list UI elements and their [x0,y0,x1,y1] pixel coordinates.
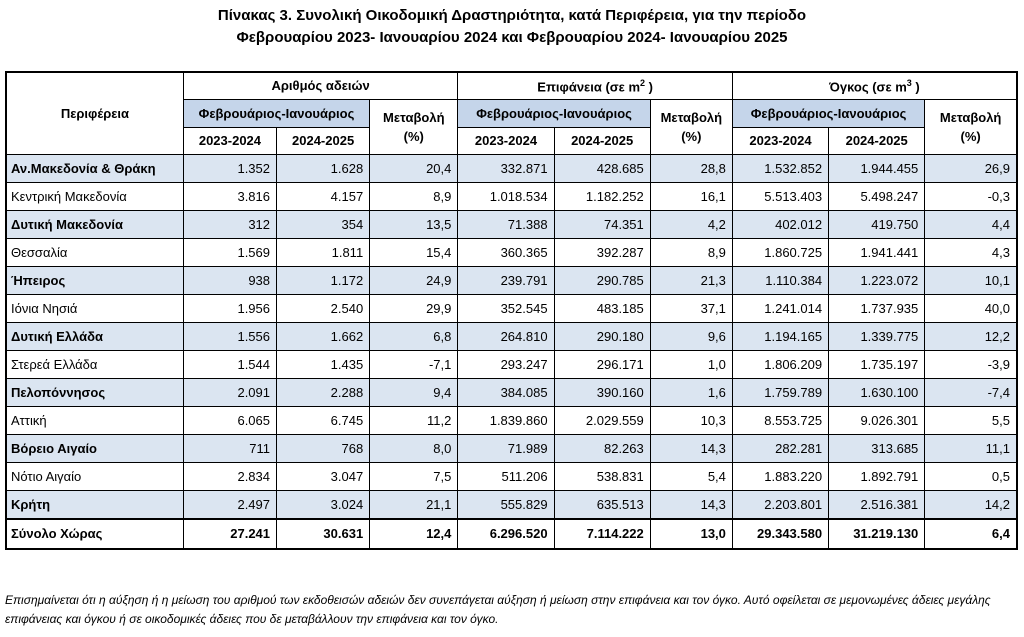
table-row [6,434,1017,462]
volume-group-close: ) [911,78,920,94]
permits-change-cell: -7,1 [370,350,458,378]
volume-change-cell: -3,9 [925,350,1017,378]
surface-change-cell: 14,3 [650,434,732,462]
permits-2024-cell: 3.024 [277,490,370,519]
total-surface-2023-cell: 6.296.520 [458,519,554,549]
volume-2023-cell: 1.860.725 [732,238,828,266]
volume-2024-cell: 2.516.381 [829,490,925,519]
volume-2023-cell: 5.513.403 [732,182,828,210]
permits-change-cell: 11,2 [370,406,458,434]
surface-2023-cell: 555.829 [458,490,554,519]
volume-2023-cell: 1.110.384 [732,266,828,294]
region-cell: Θεσσαλία [6,238,183,266]
permits-2023-cell: 1.544 [183,350,276,378]
surface-2023-cell: 332.871 [458,154,554,182]
surface-2023-cell: 239.791 [458,266,554,294]
surface-change-cell: 8,9 [650,238,732,266]
surface-2023-cell: 293.247 [458,350,554,378]
total-volume-2024-cell: 31.219.130 [829,519,925,549]
volume-2024-cell: 1.630.100 [829,378,925,406]
permits-2024-cell: 354 [277,210,370,238]
region-cell: Στερεά Ελλάδα [6,350,183,378]
volume-change-cell: 4,3 [925,238,1017,266]
permits-2023-cell: 6.065 [183,406,276,434]
volume-change-cell: 5,5 [925,406,1017,434]
volume-2023-cell: 8.553.725 [732,406,828,434]
table-row [6,154,1017,182]
volume-2023-cell: 2.203.801 [732,490,828,519]
permits-change-cell: 13,5 [370,210,458,238]
permits-change-label: Μεταβολή [383,109,445,125]
permits-change-cell: 7,5 [370,462,458,490]
surface-2024-cell: 290.785 [554,266,650,294]
table-row [6,490,1017,519]
table-row [6,378,1017,406]
region-cell: Δυτική Μακεδονία [6,210,183,238]
surface-2024-cell: 296.171 [554,350,650,378]
volume-change-header [925,99,1017,154]
surface-change-cell: 5,4 [650,462,732,490]
region-cell: Αν.Μακεδονία & Θράκη [6,154,183,182]
surface-2023-cell: 71.388 [458,210,554,238]
permits-2023-cell: 938 [183,266,276,294]
volume-change-unit: (%) [960,128,981,144]
surface-change-cell: 14,3 [650,490,732,519]
volume-2024-cell: 313.685 [829,434,925,462]
table-row [6,182,1017,210]
table-row [6,266,1017,294]
volume-change-cell: 0,5 [925,462,1017,490]
surface-2024-cell: 74.351 [554,210,650,238]
surface-change-cell: 28,8 [650,154,732,182]
table-row [6,322,1017,350]
volume-2024-cell: 1.735.197 [829,350,925,378]
volume-2023-cell: 1.532.852 [732,154,828,182]
permits-2024-cell: 1.628 [277,154,370,182]
total-volume-change-cell: 6,4 [925,519,1017,549]
permits-change-cell: 15,4 [370,238,458,266]
table-row [6,238,1017,266]
surface-2024-cell: 290.180 [554,322,650,350]
surface-2023-cell: 1.839.860 [458,406,554,434]
surface-2023-cell: 264.810 [458,322,554,350]
permits-change-cell: 6,8 [370,322,458,350]
permits-change-cell: 8,9 [370,182,458,210]
permits-2023-cell: 2.091 [183,378,276,406]
volume-2023-cell: 1.759.789 [732,378,828,406]
surface-2024-cell: 428.685 [554,154,650,182]
permits-change-cell: 29,9 [370,294,458,322]
permits-change-unit: (%) [403,128,424,144]
permits-change-cell: 24,9 [370,266,458,294]
volume-group-header [732,72,1017,99]
surface-unit-superscript: 2 [640,77,646,88]
permits-2024-cell: 1.662 [277,322,370,350]
table-title-line-2: Φεβρουαρίου 2023- Ιανουαρίου 2024 και Φεβρουαρίου 2024- Ιανουαρίου 2025 [236,29,788,46]
surface-change-cell: 21,3 [650,266,732,294]
permits-period-header: Φεβρουάριος-Ιανουάριος [183,99,369,127]
permits-group-header [183,72,458,99]
volume-2024-cell: 1.944.455 [829,154,925,182]
permits-2024-cell: 1.811 [277,238,370,266]
permits-change-cell: 8,0 [370,434,458,462]
surface-2024-cell: 1.182.252 [554,182,650,210]
surface-2024-cell: 2.029.559 [554,406,650,434]
surface-2023-cell: 511.206 [458,462,554,490]
surface-change-cell: 9,6 [650,322,732,350]
surface-change-cell: 37,1 [650,294,732,322]
region-cell: Ιόνια Νησιά [6,294,183,322]
surface-change-cell: 1,6 [650,378,732,406]
surface-group-label: Επιφάνεια (σε m [537,78,641,94]
volume-2024-cell: 9.026.301 [829,406,925,434]
surface-2023-cell: 360.365 [458,238,554,266]
table-row [6,462,1017,490]
surface-change-unit: (%) [681,128,702,144]
surface-change-cell: 10,3 [650,406,732,434]
table-title [0,0,1024,53]
surface-2024-cell: 483.185 [554,294,650,322]
volume-2023-cell: 402.012 [732,210,828,238]
total-surface-2024-cell: 7.114.222 [554,519,650,549]
volume-2024-cell: 1.339.775 [829,322,925,350]
region-cell: Κεντρική Μακεδονία [6,182,183,210]
surface-change-label: Μεταβολή [660,109,723,125]
surface-change-header [650,99,732,154]
table-row [6,406,1017,434]
permits-change-cell: 9,4 [370,378,458,406]
volume-unit-superscript: 3 [906,77,912,88]
volume-2024-cell: 1.223.072 [829,266,925,294]
permits-2023-cell: 3.816 [183,182,276,210]
statistics-table [5,71,1018,550]
total-surface-change-cell: 13,0 [650,519,732,549]
permits-2023-cell: 312 [183,210,276,238]
volume-change-cell: 40,0 [925,294,1017,322]
surface-change-cell: 4,2 [650,210,732,238]
surface-2023-cell: 1.018.534 [458,182,554,210]
surface-2023-cell: 352.545 [458,294,554,322]
surface-2023-cell: 384.085 [458,378,554,406]
volume-year2-header: 2024-2025 [829,127,925,154]
region-column-header: Περιφέρεια [6,72,183,154]
table-row [6,350,1017,378]
volume-change-cell: 26,9 [925,154,1017,182]
total-permits-2024-cell: 30.631 [277,519,370,549]
volume-year1-header: 2023-2024 [732,127,828,154]
volume-2023-cell: 1.241.014 [732,294,828,322]
region-cell: Νότιο Αιγαίο [6,462,183,490]
surface-2024-cell: 538.831 [554,462,650,490]
volume-change-cell: 14,2 [925,490,1017,519]
permits-2024-cell: 3.047 [277,462,370,490]
permits-2024-cell: 1.435 [277,350,370,378]
volume-change-cell: 4,4 [925,210,1017,238]
volume-2024-cell: 1.737.935 [829,294,925,322]
surface-year1-header: 2023-2024 [458,127,554,154]
surface-group-close: ) [645,78,653,94]
table-row [6,210,1017,238]
surface-2023-cell: 71.989 [458,434,554,462]
total-permits-2023-cell: 27.241 [183,519,276,549]
region-cell: Ήπειρος [6,266,183,294]
volume-change-cell: -7,4 [925,378,1017,406]
permits-2023-cell: 2.834 [183,462,276,490]
region-cell: Κρήτη [6,490,183,519]
region-cell: Αττική [6,406,183,434]
volume-change-cell: 11,1 [925,434,1017,462]
surface-2024-cell: 390.160 [554,378,650,406]
total-row [6,519,1017,549]
volume-2024-cell: 419.750 [829,210,925,238]
surface-group-header [458,72,733,99]
permits-change-cell: 20,4 [370,154,458,182]
permits-2024-cell: 4.157 [277,182,370,210]
volume-change-label: Μεταβολή [939,109,1002,125]
surface-2024-cell: 635.513 [554,490,650,519]
table-row [6,294,1017,322]
volume-2024-cell: 1.892.791 [829,462,925,490]
region-cell: Πελοπόννησος [6,378,183,406]
volume-2023-cell: 282.281 [732,434,828,462]
permits-group-label: Αριθμός αδειών [271,78,370,94]
table-title-line-1: Πίνακας 3. Συνολική Οικοδομική Δραστηριότητα, κατά Περιφέρεια, για την περίοδο [217,7,807,24]
region-cell: Δυτική Ελλάδα [6,322,183,350]
surface-change-cell: 16,1 [650,182,732,210]
permits-2023-cell: 711 [183,434,276,462]
permits-2024-cell: 2.540 [277,294,370,322]
volume-2024-cell: 1.941.441 [829,238,925,266]
volume-2023-cell: 1.883.220 [732,462,828,490]
surface-2024-cell: 82.263 [554,434,650,462]
permits-2023-cell: 1.556 [183,322,276,350]
volume-group-label: Όγκος (σε m [829,78,907,94]
permits-2024-cell: 2.288 [277,378,370,406]
permits-year2-header: 2024-2025 [277,127,370,154]
permits-2024-cell: 768 [277,434,370,462]
permits-2023-cell: 1.352 [183,154,276,182]
surface-2024-cell: 392.287 [554,238,650,266]
total-permits-change-cell: 12,4 [370,519,458,549]
surface-year2-header: 2024-2025 [554,127,650,154]
region-cell: Βόρειο Αιγαίο [6,434,183,462]
surface-period-header: Φεβρουάριος-Ιανουάριος [458,99,650,127]
permits-2023-cell: 2.497 [183,490,276,519]
surface-change-cell: 1,0 [650,350,732,378]
volume-change-cell: -0,3 [925,182,1017,210]
total-volume-2023-cell: 29.343.580 [732,519,828,549]
volume-change-cell: 12,2 [925,322,1017,350]
permits-2024-cell: 1.172 [277,266,370,294]
header-group-row [6,72,1017,99]
permits-change-cell: 21,1 [370,490,458,519]
permits-2024-cell: 6.745 [277,406,370,434]
permits-year1-header: 2023-2024 [183,127,276,154]
volume-2024-cell: 5.498.247 [829,182,925,210]
permits-change-header [370,99,458,154]
footnote: Επισημαίνεται ότι η αύξηση ή η μείωση του αριθμού των εκδοθεισών αδειών δεν συνεπάγεται αύξηση ή μείωση στην επιφάνεια και τον όγκο. Αυτό οφείλεται σε μεμονωμένες άδειες μεγάλης επιφάνειας και όγκου ή σε οικοδομικές άδειες που δε μεταβάλλουν την επιφάνεια και τον όγκο. [5,593,991,626]
permits-2023-cell: 1.569 [183,238,276,266]
volume-period-header: Φεβρουάριος-Ιανουάριος [732,99,924,127]
permits-2023-cell: 1.956 [183,294,276,322]
volume-2023-cell: 1.806.209 [732,350,828,378]
total-region-cell: Σύνολο Χώρας [6,519,183,549]
volume-change-cell: 10,1 [925,266,1017,294]
volume-2023-cell: 1.194.165 [732,322,828,350]
